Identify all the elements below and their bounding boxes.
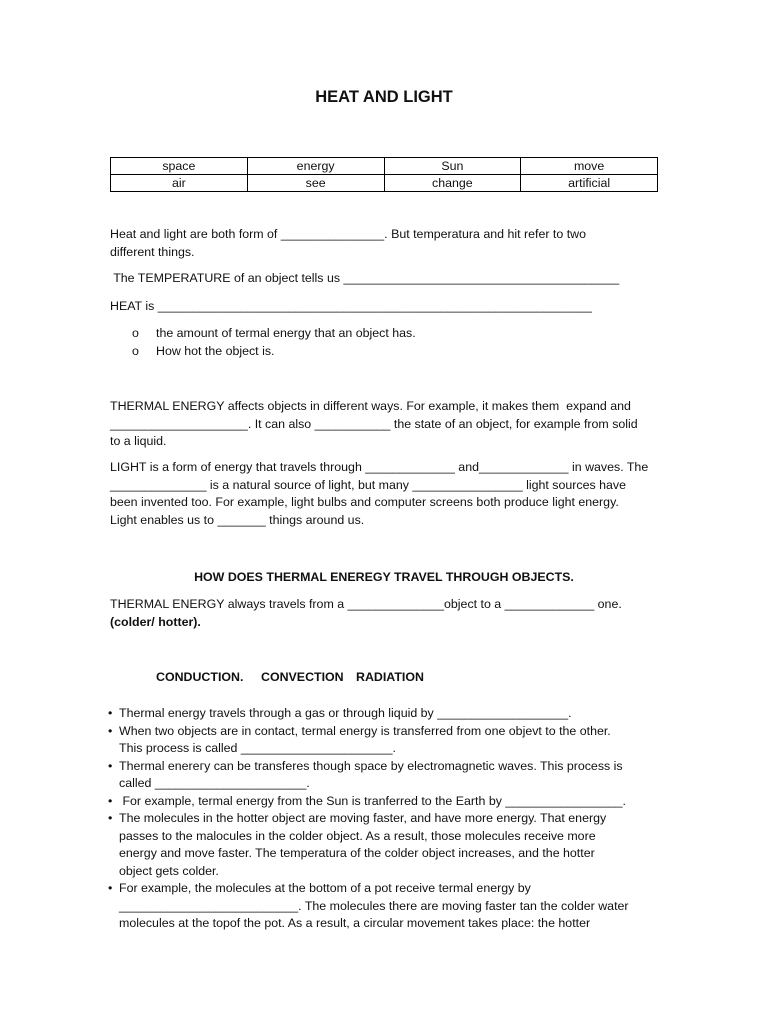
text-line: This process is called ______________________. xyxy=(119,741,396,755)
word-cell: space xyxy=(111,158,248,175)
text-line: For example, termal energy from the Sun is tranferred to the Earth by _________________. xyxy=(119,793,626,808)
text-line xyxy=(110,459,658,477)
bullet-icon: • xyxy=(108,811,113,825)
table-row xyxy=(111,175,658,192)
text-line: been invented too. For example, light bulbs and computer screens both produce light energy. xyxy=(110,495,619,509)
list-item xyxy=(108,793,660,811)
bullet-icon: • xyxy=(108,793,113,808)
temperature-line xyxy=(110,270,658,288)
text-fragment: The xyxy=(110,271,138,285)
keyword: LIGHT xyxy=(110,460,147,474)
text-line: to a liquid. xyxy=(110,434,167,448)
list-item xyxy=(110,343,658,361)
word-cell: energy xyxy=(247,158,384,175)
list-item xyxy=(108,880,660,933)
list-item-text: the amount of termal energy that an object has. xyxy=(156,326,416,340)
text-line: The molecules in the hotter object are moving faster, and have more energy. That energy xyxy=(119,811,607,825)
word-cell: see xyxy=(247,175,384,192)
list-item xyxy=(110,325,658,343)
light-paragraph xyxy=(110,459,658,529)
text-line: different things. xyxy=(110,244,195,259)
circle-bullet-icon: o xyxy=(132,343,139,358)
word-cell: change xyxy=(384,175,521,192)
bullet-list xyxy=(108,705,660,933)
bullet-icon: • xyxy=(108,706,113,720)
list-item xyxy=(108,723,660,758)
method-radiation: RADIATION xyxy=(356,670,424,684)
text-line: For example, the molecules at the bottom of a pot receive termal energy by xyxy=(119,881,531,895)
word-cell: artificial xyxy=(521,175,658,192)
word-cell: air xyxy=(111,175,248,192)
list-item xyxy=(108,758,660,793)
text-line: Heat and light are both form of _______________. But temperatura and hit refer to two xyxy=(110,227,586,241)
text-line: Light enables us to _______ things around us. xyxy=(110,512,365,527)
text-line: __________________________. The molecules there are moving faster tan the colder water xyxy=(119,898,629,913)
text-line: ____________________. It can also ___________ the state of an object, for example from solid xyxy=(110,416,638,431)
method-convection: CONVECTION xyxy=(261,670,344,684)
word-cell: move xyxy=(521,158,658,175)
circle-list xyxy=(110,325,658,360)
method-conduction: CONDUCTION. xyxy=(156,670,244,684)
text-fragment: always travels from a ______________object to a _____________ one. xyxy=(224,597,622,611)
text-line: passes to the malocules in the colder object. As a result, those molecules receive more xyxy=(119,828,596,843)
keyword: TEMPERATURE xyxy=(137,271,231,285)
text-line: (colder/ hotter). xyxy=(110,614,201,629)
text-line: ______________ is a natural source of light, but many ________________ light sources have xyxy=(110,477,626,492)
text-fragment: is a form of energy that travels through _____________ and_____________ in waves. The xyxy=(146,460,649,474)
bullet-icon: • xyxy=(108,723,113,738)
text-line: energy and move faster. The temperatura of the colder object increases, and the hotter xyxy=(119,846,595,860)
thermal-energy-paragraph xyxy=(110,398,658,451)
text-line: called ______________________. xyxy=(119,776,310,790)
list-item-text: How hot the object is. xyxy=(156,343,275,358)
text-line xyxy=(110,398,658,416)
text-fragment: affects objects in different ways. For example, it makes them expand and xyxy=(224,399,631,413)
section-heading: HOW DOES THERMAL ENEREGY TRAVEL THROUGH OBJECTS. xyxy=(194,570,574,584)
keyword: HEAT xyxy=(110,299,142,313)
heat-transfer-methods xyxy=(156,669,424,687)
text-line: molecules at the topof the pot. As a result, a circular movement takes place: the hotter xyxy=(119,916,591,930)
intro-paragraph xyxy=(110,226,658,261)
word-bank-table xyxy=(110,157,658,192)
table-row xyxy=(111,158,658,175)
circle-bullet-icon: o xyxy=(132,326,139,340)
text-line xyxy=(110,596,658,614)
text-fragment: of an object tells us ________________________________________ xyxy=(230,271,620,285)
text-line: Thermal enerегy can be transferes though space by electromagnetic waves. This process is xyxy=(119,758,623,773)
text-line: Thermal energy travels through a gas or through liquid by ___________________. xyxy=(119,706,572,720)
keyword: THERMAL ENERGY xyxy=(110,597,225,611)
word-cell: Sun xyxy=(384,158,521,175)
bullet-icon: • xyxy=(108,881,113,895)
text-line: When two objects are in contact, termal energy is transferred from one objevt to the other. xyxy=(119,723,611,738)
heat-line xyxy=(110,298,658,316)
text-fragment: is _______________________________________________________________ xyxy=(141,299,592,313)
list-item xyxy=(108,705,660,723)
bullet-icon: • xyxy=(108,758,113,773)
keyword: THERMAL ENERGY xyxy=(110,399,225,413)
page-title: HEAT AND LIGHT xyxy=(315,88,453,106)
travel-paragraph xyxy=(110,596,658,631)
text-line: object gets colder. xyxy=(119,863,219,878)
list-item xyxy=(108,810,660,880)
